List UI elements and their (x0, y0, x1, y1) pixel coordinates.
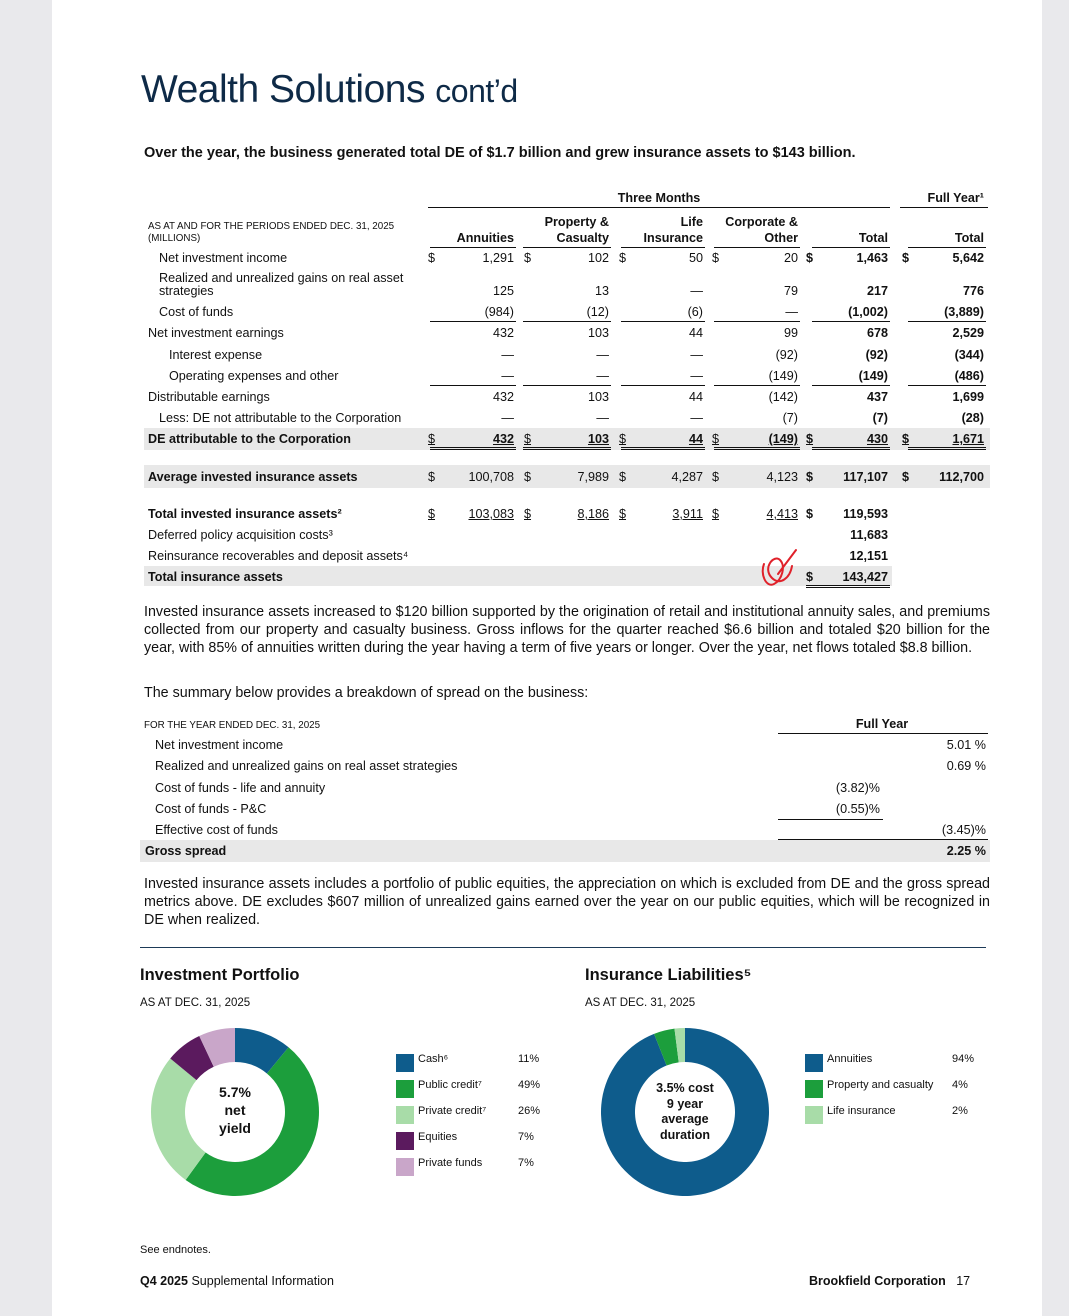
header-rule (714, 247, 800, 248)
row-highlight (140, 840, 990, 862)
column-header: Total (954, 231, 984, 245)
cell-value: 4,287 (671, 470, 703, 484)
subtotal-rule (621, 385, 705, 386)
currency-symbol: $ (902, 432, 910, 446)
cell-value: 103 (587, 326, 609, 340)
cell-value: 119,593 (843, 507, 888, 521)
spread-value: 2.25 % (946, 844, 986, 858)
total-rule (908, 449, 986, 450)
cell-value: (7) (872, 411, 888, 425)
legend-label: Property and casualty (827, 1079, 934, 1091)
subtotal-rule (778, 839, 988, 840)
cell-value: 432 (492, 326, 514, 340)
subtotal-rule (523, 385, 611, 386)
legend-percent: 26% (518, 1105, 541, 1117)
row-label: Realized and unrealized gains on real asset (159, 271, 404, 285)
header-rule (812, 247, 890, 248)
cell-value: 103,083 (468, 507, 514, 521)
spread-subvalue: (0.55)% (835, 802, 880, 816)
footer-right: Brookfield Corporation 17 (809, 1274, 971, 1288)
cell-value: (3,889) (944, 305, 984, 319)
total-rule (523, 447, 611, 448)
cell-value: 12,151 (849, 549, 888, 563)
total-rule (806, 585, 890, 586)
total-rule (621, 447, 705, 448)
cell-value: (12) (586, 305, 609, 319)
total-rule (812, 447, 890, 448)
cell-value: 103 (587, 390, 609, 404)
liabilities-center-line: 3.5% cost (656, 1081, 714, 1095)
cell-value: 4,123 (766, 470, 798, 484)
currency-symbol: $ (902, 251, 910, 265)
currency-symbol: $ (524, 432, 532, 446)
subtotal-rule (778, 819, 883, 820)
row-label: Reinsurance recoverables and deposit assets⁴ (148, 549, 409, 563)
legend-label: Private funds (418, 1157, 483, 1169)
spread-value: (3.45)% (941, 823, 986, 837)
cell-value: — (785, 305, 798, 319)
currency-symbol: $ (806, 470, 814, 484)
currency-symbol: $ (524, 507, 532, 521)
paragraph-public-equities: Invested insurance assets includes a portfolio of public equities, the appreciation on which is excluded from DE and the gross spread metrics above. DE excludes $607 million of unrealized gains earned over the year on our public equities, which will be recognized in DE when realized. (144, 876, 990, 928)
cell-value: 99 (783, 326, 798, 340)
legend-label: Private credit⁷ (418, 1105, 487, 1117)
subtotal-rule (812, 321, 890, 322)
paragraph-summary-intro: The summary below provides a breakdown of spread on the business: (144, 685, 589, 701)
spread-row-label: Cost of funds - life and annuity (155, 781, 326, 795)
subtotal-rule (714, 385, 800, 386)
currency-symbol: $ (619, 432, 627, 446)
liabilities-subtitle: AS AT DEC. 31, 2025 (585, 997, 696, 1009)
cell-value: 1,671 (952, 432, 984, 446)
currency-symbol: $ (428, 507, 436, 521)
legend-label: Annuities (827, 1053, 873, 1065)
cell-value: (92) (865, 348, 888, 362)
cell-value: 437 (866, 390, 888, 404)
periods-label: AS AT AND FOR THE PERIODS ENDED DEC. 31, 2025 (148, 221, 395, 232)
row-label: Total invested insurance assets² (148, 507, 342, 521)
header-rule (908, 247, 986, 248)
legend-label: Cash⁶ (418, 1053, 449, 1065)
subtotal-rule (908, 321, 986, 322)
currency-symbol: $ (428, 251, 436, 265)
legend-swatch (396, 1106, 414, 1124)
legend-swatch (805, 1054, 823, 1072)
cell-value: 50 (688, 251, 703, 265)
cell-value: 432 (492, 390, 514, 404)
cell-value: — (596, 411, 609, 425)
total-rule (714, 449, 800, 450)
cell-value: 430 (866, 432, 888, 446)
cell-value: (28) (961, 411, 984, 425)
section-divider (140, 947, 986, 948)
portfolio-center-line: yield (219, 1120, 251, 1136)
cell-value: 1,699 (952, 390, 984, 404)
liabilities-donut-center (635, 1081, 735, 1143)
group-header-three-months: Three Months (617, 191, 701, 205)
spread-column-header: Full Year (855, 717, 909, 731)
cell-value: 79 (783, 284, 798, 298)
currency-symbol: $ (712, 507, 720, 521)
portfolio-title: Investment Portfolio (140, 966, 300, 984)
row-label: DE attributable to the Corporation (148, 432, 351, 446)
cell-value: 44 (688, 390, 703, 404)
legend-swatch (805, 1106, 823, 1124)
legend-swatch (396, 1054, 414, 1072)
cell-value: 1,463 (856, 251, 888, 265)
liabilities-center-line: duration (660, 1127, 710, 1142)
cell-value: 125 (492, 284, 514, 298)
cell-value: 678 (866, 326, 888, 340)
subtotal-rule (430, 321, 516, 322)
legend-percent: 49% (518, 1079, 541, 1091)
legend-percent: 4% (952, 1079, 968, 1091)
portfolio-donut-center (185, 1083, 285, 1137)
currency-symbol: $ (524, 251, 532, 265)
row-label: Less: DE not attributable to the Corporation (159, 411, 402, 425)
header-rule (430, 247, 516, 248)
row-label: Deferred policy acquisition costs³ (148, 528, 333, 542)
lead-sentence: Over the year, the business generated total DE of $1.7 billion and grew insurance assets to $143 billion. (144, 145, 856, 161)
group-rule (428, 207, 890, 208)
cell-value: (149) (858, 369, 888, 383)
column-header: Other (764, 231, 798, 245)
currency-symbol: $ (619, 251, 627, 265)
spread-row-label: Cost of funds - P&C (155, 802, 267, 816)
spread-value: 5.01 % (946, 738, 986, 752)
legend-swatch (396, 1080, 414, 1098)
portfolio-center-line: 5.7% (219, 1084, 251, 1100)
cell-value: 3,911 (672, 507, 703, 521)
cell-value: 8,186 (577, 507, 609, 521)
spread-row-label: Realized and unrealized gains on real asset strategies (155, 759, 458, 773)
cell-value: — (690, 284, 703, 298)
legend-percent: 11% (518, 1053, 540, 1065)
total-rule (430, 447, 516, 448)
cell-value: 112,700 (939, 470, 984, 484)
column-header: Insurance (643, 231, 703, 245)
legend-percent: 94% (952, 1053, 975, 1065)
footer-left: Q4 2025 Supplemental Information (140, 1274, 334, 1288)
column-header: Casualty (556, 231, 609, 245)
currency-symbol: $ (712, 470, 720, 484)
column-header: Total (858, 231, 888, 245)
cell-value: (7) (782, 411, 798, 425)
row-label: Interest expense (169, 348, 263, 362)
portfolio-subtitle: AS AT DEC. 31, 2025 (140, 997, 251, 1009)
subtotal-rule (523, 321, 611, 322)
cell-value: 117,107 (843, 470, 888, 484)
cell-value: 1,291 (482, 251, 514, 265)
cell-value: 44 (688, 432, 703, 446)
spread-row-label: Net investment income (155, 738, 284, 752)
subtotal-rule (908, 385, 986, 386)
currency-symbol: $ (619, 507, 627, 521)
cell-value: 100,708 (468, 470, 514, 484)
subtotal-rule (812, 385, 890, 386)
currency-symbol: $ (619, 470, 627, 484)
legend-label: Public credit⁷ (418, 1079, 482, 1091)
cell-value: 13 (594, 284, 609, 298)
row-label: Net investment income (159, 251, 288, 265)
cell-value: 102 (587, 251, 609, 265)
cell-value: — (596, 348, 609, 362)
currency-symbol: $ (428, 470, 436, 484)
endnotes-note: See endnotes. (140, 1244, 211, 1256)
header-rule (621, 247, 705, 248)
row-label: Cost of funds (159, 305, 234, 319)
cell-value: (149) (768, 432, 798, 446)
cell-value: (486) (954, 369, 984, 383)
page-title: Wealth Solutions cont’d (141, 68, 518, 111)
cell-value: 432 (492, 432, 514, 446)
column-header: Life (680, 215, 703, 229)
currency-symbol: $ (712, 432, 720, 446)
total-rule (908, 447, 986, 448)
total-rule (806, 587, 890, 588)
cell-value: 7,989 (577, 470, 609, 484)
portfolio-center-line: net (224, 1102, 246, 1118)
spread-value: 0.69 % (946, 759, 986, 773)
paragraph-invested-assets: Invested insurance assets increased to $120 billion supported by the origination of retail and institutional annuity sales, and premiums collected from our property and casualty business. Gross inflows for the quarter reached $6.6 billion and totaled $20 billion for the year, with 85% of annuities written during the year having a term of five years or longer. Over the year, net flows totaled $8.8 billion. (144, 604, 990, 656)
liabilities-center-line: average (661, 1112, 709, 1126)
total-rule (621, 449, 705, 450)
cell-value: 5,642 (952, 251, 984, 265)
cell-value: (984) (484, 305, 514, 319)
row-label: Average invested insurance assets (148, 470, 358, 484)
cell-value: — (596, 369, 609, 383)
header-rule (778, 733, 988, 734)
handwritten-checkmark-icon (752, 544, 802, 594)
legend-label: Equities (418, 1131, 458, 1143)
column-header: Corporate & (725, 215, 798, 229)
legend-percent: 2% (952, 1105, 968, 1117)
legend-percent: 7% (518, 1157, 534, 1169)
currency-symbol: $ (806, 432, 814, 446)
cell-value: (6) (687, 305, 703, 319)
total-rule (812, 449, 890, 450)
cell-value: 217 (866, 284, 888, 298)
legend-swatch (396, 1132, 414, 1150)
legend-label: Life insurance (827, 1105, 896, 1117)
units-label: (MILLIONS) (148, 233, 201, 244)
cell-value: — (690, 411, 703, 425)
total-rule (714, 447, 800, 448)
cell-value: (149) (768, 369, 798, 383)
cell-value: 20 (783, 251, 798, 265)
cell-value: 11,683 (850, 528, 888, 542)
cell-value: — (501, 369, 514, 383)
cell-value: — (690, 369, 703, 383)
currency-symbol: $ (806, 570, 814, 584)
cell-value: — (501, 348, 514, 362)
legend-swatch (396, 1158, 414, 1176)
subtotal-rule (621, 321, 705, 322)
currency-symbol: $ (524, 470, 532, 484)
liabilities-title: Insurance Liabilities⁵ (585, 966, 752, 984)
subtotal-rule (714, 321, 800, 322)
cell-value: — (501, 411, 514, 425)
legend-swatch (805, 1080, 823, 1098)
spread-period-label: FOR THE YEAR ENDED DEC. 31, 2025 (144, 720, 321, 731)
spread-row-label: Gross spread (145, 844, 227, 858)
cell-value: 143,427 (842, 570, 888, 584)
total-rule (523, 449, 611, 450)
cell-value: (92) (775, 348, 798, 362)
row-label: Net investment earnings (148, 326, 284, 340)
currency-symbol: $ (712, 251, 720, 265)
cell-value: 103 (587, 432, 609, 446)
spread-subvalue: (3.82)% (835, 781, 880, 795)
spread-row-label: Effective cost of funds (155, 823, 278, 837)
row-label: Operating expenses and other (169, 369, 339, 383)
currency-symbol: $ (428, 432, 436, 446)
subtotal-rule (430, 385, 516, 386)
column-header: Property & (544, 215, 609, 229)
cell-value: 44 (688, 326, 703, 340)
currency-symbol: $ (806, 507, 814, 521)
cell-value: (344) (954, 348, 984, 362)
cell-value: 4,413 (766, 507, 798, 521)
legend-percent: 7% (518, 1131, 534, 1143)
currency-symbol: $ (902, 470, 910, 484)
row-label: Total insurance assets (148, 570, 283, 584)
cell-value: (1,002) (848, 305, 888, 319)
header-rule (523, 247, 611, 248)
column-header: Annuities (456, 231, 514, 245)
cell-value: 776 (962, 284, 984, 298)
row-label: Distributable earnings (148, 390, 270, 404)
group-header-full-year: Full Year¹ (927, 191, 984, 205)
row-label: strategies (159, 284, 214, 298)
liabilities-center-line: 9 year (666, 1096, 704, 1111)
total-rule (430, 449, 516, 450)
currency-symbol: $ (806, 251, 814, 265)
cell-value: 2,529 (952, 326, 984, 340)
group-rule (900, 207, 988, 208)
cell-value: — (690, 348, 703, 362)
cell-value: (142) (768, 390, 798, 404)
